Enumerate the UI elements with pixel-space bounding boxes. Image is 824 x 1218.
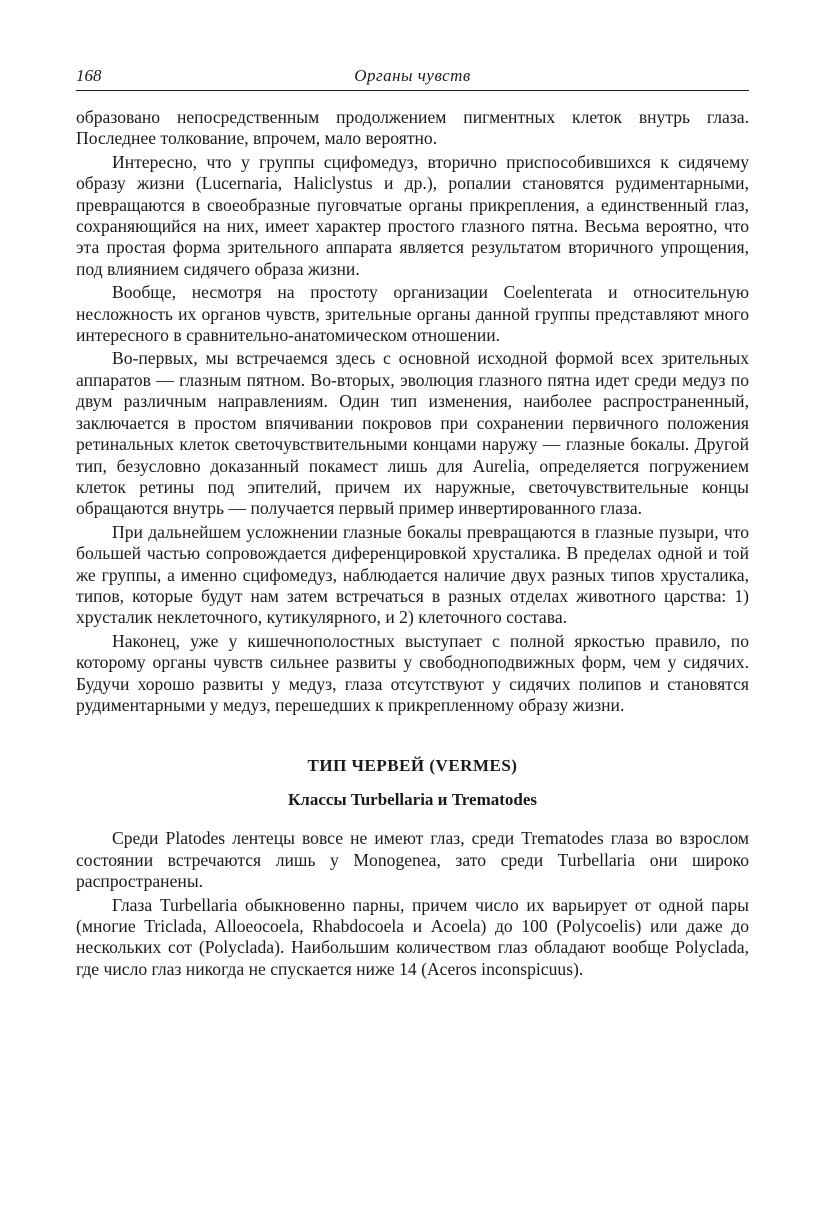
paragraph: Вообще, несмотря на простоту организации Coelenterata и относительную несложность их органов чувств, зрительные органы данной группы представляют много интересного в сравнительно-анатомическом отношении. <box>76 282 749 346</box>
paragraph: Интересно, что у группы сцифомедуз, вторично приспособившихся к сидячему образу жизни (Lucernaria, Haliclystus и др.), ропалии становятся рудиментарными, превращаются в своеобразные пуговчатые органы прикрепления, а единственный глаз, сохраняющийся на них, имеет характер простого глазного пятна. Весьма вероятно, что эта простая форма зрительного аппарата является результатом вторичного упрощения, под влиянием сидячего образа жизни. <box>76 151 749 279</box>
section-heading: ТИП ЧЕРВЕЙ (VERMES) <box>307 756 518 776</box>
paragraph: образовано непосредственным продолжением пигментных клеток внутрь глаза. Последнее толкование, впрочем, мало вероятно. <box>76 107 749 149</box>
page-number: 168 <box>76 66 102 85</box>
body-text <box>76 107 749 716</box>
section-subheading: Классы Turbellaria и Trematodes <box>287 790 538 810</box>
section-body <box>76 828 749 980</box>
book-page <box>76 60 749 980</box>
paragraph: Наконец, уже у кишечнополостных выступает с полной яркостью правило, по которому органы чувств сильнее развиты у свободноподвижных форм, чем у сидячих. Будучи хорошо развиты у медуз, глаза отсутствуют у сидячих полипов и становятся рудиментарными у медуз, перешедших к прикрепленному образу жизни. <box>76 630 749 715</box>
running-title: Органы чувств <box>354 66 471 85</box>
paragraph: Среди Platodes лентецы вовсе не имеют глаз, среди Trematodes глаза во взрослом состоянии встречаются лишь у Monogenea, зато среди Turbellaria они широко распространены. <box>76 828 749 892</box>
paragraph: Во-первых, мы встречаемся здесь с основной исходной формой всех зрительных аппаратов — глазным пятном. Во-вторых, эволюция глазного пятна идет среди медуз по двум различным направлениям. Один тип изменения, наиболее распространенный, заключается в простом впячивании покровов при сохранении первичного положения ретинальных клеток светочувствительными концами наружу — глазные бокалы. Другой тип, безусловно доказанный покамест лишь для Aurelia, определяется погружением клеток ретины под эпителий, причем их наружные, светочувствительные концы обращаются внутрь — получается первый пример инвертированного глаза. <box>76 348 749 519</box>
paragraph: Глаза Turbellaria обыкновенно парны, причем число их варьирует от одной пары (многие Triclada, Alloeocoela, Rhabdocoela и Acoela) до 100 (Polycoelis) или даже до нескольких сот (Polyclada). Наибольшим количеством глаз обладают вообще Polyclada, где число глаз никогда не спускается ниже 14 (Aceros inconspicuus). <box>76 894 749 979</box>
running-head <box>76 60 749 91</box>
paragraph: При дальнейшем усложнении глазные бокалы превращаются в глазные пузыри, что большей частью сопровождается диференцировкой хрусталика. В пределах одной и той же группы, а именно сцифомедуз, наблюдается наличие двух разных типов хрусталика, типов, которые будут нам затем встречаться в разных отделах животного царства: 1) хрусталик неклеточного, кутикулярного, и 2) клеточного состава. <box>76 521 749 628</box>
